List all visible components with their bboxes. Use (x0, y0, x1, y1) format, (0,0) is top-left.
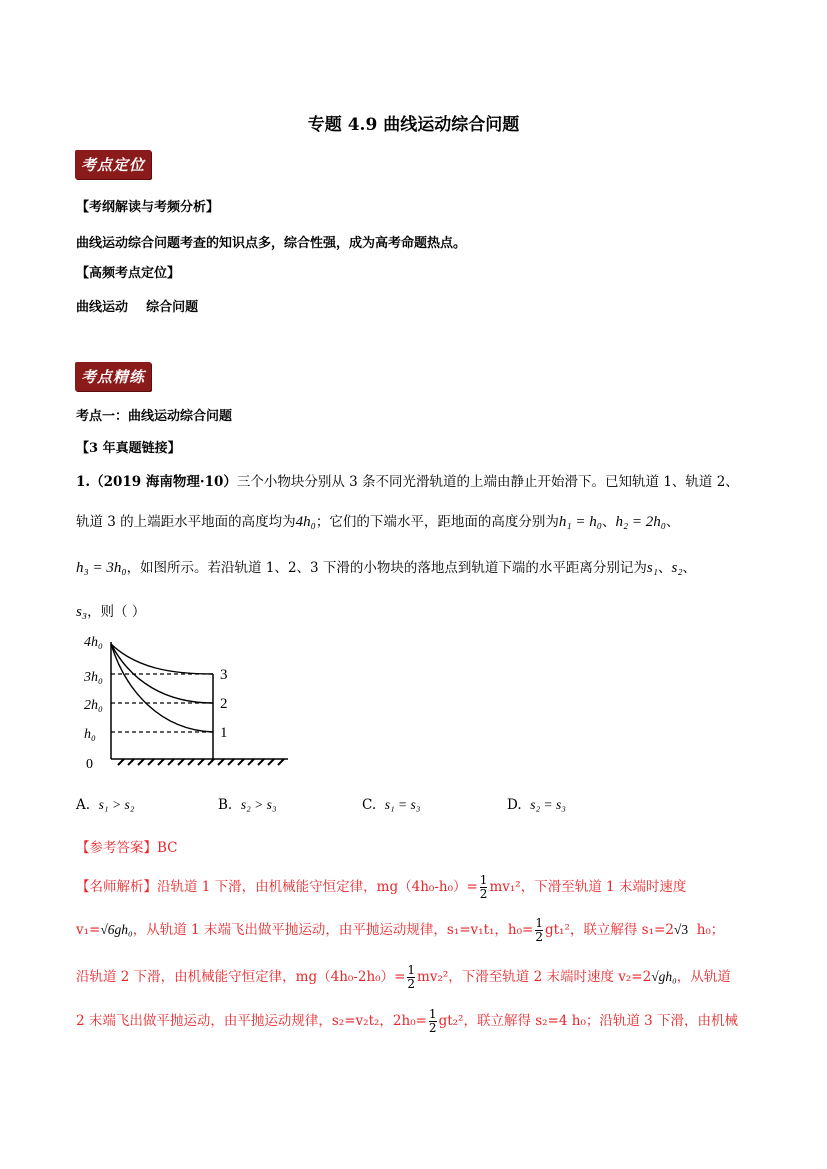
question-text-1: 三个小物块分别从 3 条不同光滑轨道的上端由静止开始滑下。已知轨道 1、轨道 2、 (236, 474, 739, 490)
real-exam-link-heading: 【3 年真题链接】 (76, 441, 181, 456)
question-line-3 (76, 556, 696, 577)
fraction-half: $\frac{1}{2}$ (479, 873, 488, 901)
question-text-3: ，如图所示。若沿轨道 1、2、3 下滑的小物块的落地点到轨道下端的水平距离分别记为 (126, 560, 647, 576)
separator: 、 (601, 514, 616, 530)
track-label-3: 3 (220, 667, 228, 683)
question-text-4: ，则（ ） (87, 604, 146, 620)
option-b[interactable]: B. s₂ > s₃ (218, 797, 277, 813)
option-d-expr: s₂ = s₃ (530, 797, 566, 812)
track-label-2: 2 (220, 696, 228, 712)
separator: 、 (666, 514, 680, 530)
option-c-expr: s₁ = s₃ (384, 797, 421, 812)
ylabel-4h0: 4h₀ (84, 635, 103, 650)
ylabel-3h0: 3h₀ (84, 670, 103, 685)
question-text-2a: 轨道 3 的上端距水平地面的高度均为 (76, 514, 296, 530)
sqrt-6gh0: √6gh₀ (100, 922, 133, 937)
math-h1: h₁ = h₀ (558, 514, 602, 530)
reference-answer: 【参考答案】BC (76, 840, 178, 856)
point-heading: 考点一：曲线运动综合问题 (76, 409, 233, 424)
option-b-expr: s₂ > s₃ (240, 797, 277, 812)
question-number: 1.（2019 海南物理·10） (76, 474, 237, 490)
analysis-line-3: 沿轨道 2 下滑，由机械能守恒定律，mg（4h₀-2h₀）= $\frac{1}{2}$ mv₂²，下滑至轨道 2 末端时速度 v₂=2√gh₀，从轨道 (76, 963, 731, 991)
option-a-expr: s₁ > s₂ (98, 797, 135, 812)
heading-syllabus: 【考纲解读与考频分析】 (76, 200, 220, 215)
analysis-line-4: 2 末端飞出做平抛运动，由平抛运动规律，s₂=v₂t₂，2h₀= $\frac{1}{2}$ gt₂²，联立解得 s₂=4 h₀；沿轨道 3 下滑，由机械 (76, 1007, 739, 1035)
heading-frequent-points: 【高频考点定位】 (76, 266, 181, 281)
track-figure (76, 632, 296, 777)
option-a[interactable]: A. s₁ > s₂ (76, 797, 135, 813)
analysis-line-1: 【名师解析】沿轨道 1 下滑，由机械能守恒定律，mg（4h₀-h₀）= $\frac{1}{2}$ mv₁²，下滑至轨道 1 末端时速度 (76, 873, 687, 901)
separator: 、 (657, 560, 672, 576)
question-text-2b: ；它们的下端水平，距地面的高度分别为 (315, 514, 559, 530)
track-3 (111, 644, 213, 674)
math-s2: s₂ (671, 560, 683, 576)
question-line-2 (76, 510, 680, 531)
math-h2: h₂ = 2h₀ (615, 514, 667, 530)
separator: 、 (682, 560, 697, 576)
ylabel-2h0: 2h₀ (84, 698, 103, 713)
page-title: 专题 4.9 曲线运动综合问题 (307, 115, 520, 135)
question-line-4 (76, 600, 145, 621)
sqrt-gh0: √gh₀ (651, 969, 677, 984)
track-1 (111, 644, 213, 732)
fraction-half: $\frac{1}{2}$ (407, 963, 416, 991)
option-d[interactable]: D. s₂ = s₃ (507, 797, 566, 813)
ylabel-0: 0 (86, 757, 93, 772)
ylabel-h0: h₀ (84, 727, 96, 742)
para-frequent-points: 曲线运动 综合问题 (76, 300, 199, 315)
math-s3: s₃ (76, 604, 88, 620)
sqrt-3: √3 (673, 922, 689, 937)
ground-hatching (118, 759, 284, 765)
analysis-line-2: v₁=√6gh₀，从轨道 1 末端飞出做平抛运动，由平抛运动规律，s₁=v₁t₁，h₀= $\frac{1}{2}$ gt₁²，联立解得 s₁=2√3 h₀； (76, 916, 725, 944)
math-4h0: 4h₀ (295, 514, 316, 530)
section-badge-kaodian-jinglian: 考点精练 (75, 362, 151, 391)
fraction-half: $\frac{1}{2}$ (535, 916, 543, 944)
track-label-1: 1 (220, 725, 228, 741)
section-badge-kaodian-dingwei: 考点定位 (75, 150, 151, 179)
math-h3: h₃ = 3h₀ (76, 560, 127, 576)
math-s1: s₁ (646, 560, 658, 576)
question-line-1 (76, 470, 739, 490)
fraction-half: $\frac{1}{2}$ (428, 1007, 437, 1035)
option-c[interactable]: C. s₁ = s₃ (362, 797, 421, 813)
para-syllabus: 曲线运动综合问题考查的知识点多，综合性强，成为高考命题热点。 (76, 236, 467, 251)
